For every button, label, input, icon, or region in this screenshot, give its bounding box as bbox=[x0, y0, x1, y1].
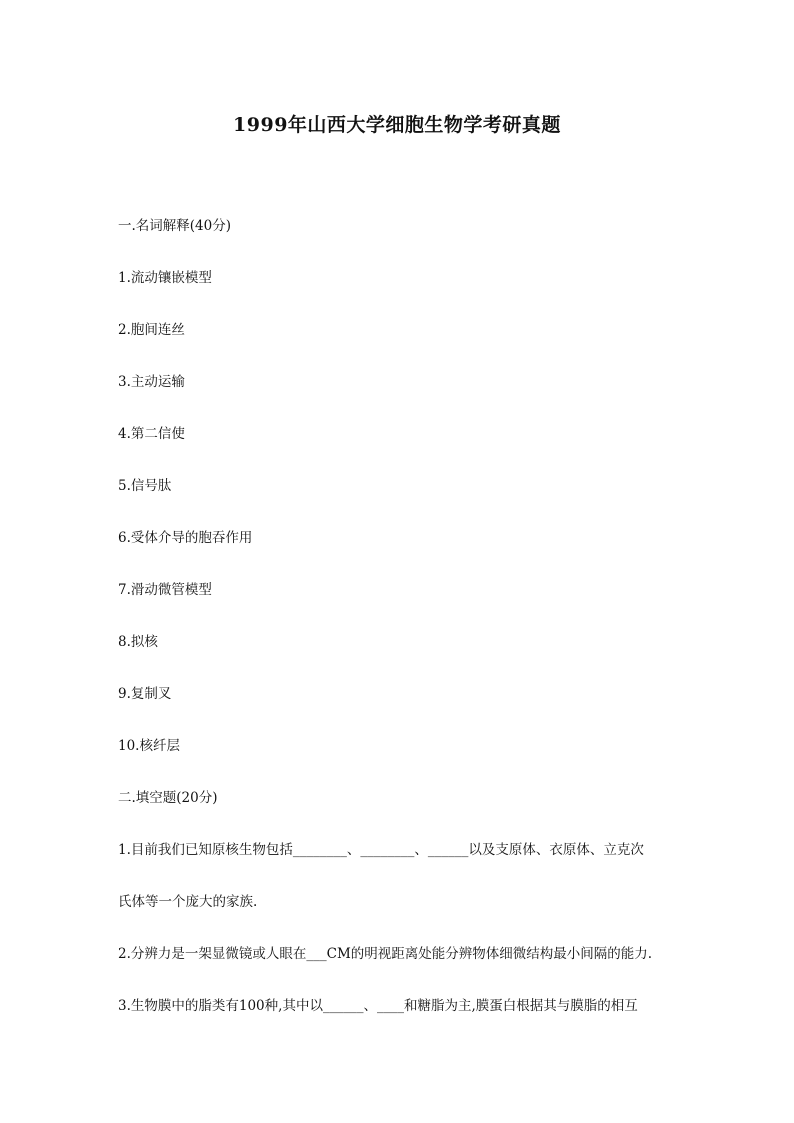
section-heading-fill-blank: 二.填空题(20分) bbox=[118, 790, 218, 806]
question-item: 10.核纤层 bbox=[118, 738, 180, 754]
question-item: 7.滑动微管模型 bbox=[118, 582, 212, 598]
section-heading-terms: 一.名词解释(40分) bbox=[118, 218, 232, 234]
fill-blank-item-continued: 氏体等一个庞大的家族. bbox=[118, 894, 258, 910]
question-item: 6.受体介导的胞吞作用 bbox=[118, 530, 253, 546]
question-item: 1.流动镶嵌模型 bbox=[118, 270, 212, 286]
fill-blank-item: 2.分辨力是一架显微镜或人眼在___CM的明视距离处能分辨物体细微结构最小间隔的能力. bbox=[118, 946, 653, 962]
fill-blank-item: 1.目前我们已知原核生物包括________、________、______以及支原体、衣原体、立克次 bbox=[118, 842, 644, 858]
question-item: 2.胞间连丝 bbox=[118, 322, 185, 338]
question-item: 9.复制叉 bbox=[118, 686, 172, 702]
question-item: 5.信号肽 bbox=[118, 478, 172, 494]
page-title: 1999年山西大学细胞生物学考研真题 bbox=[233, 114, 561, 136]
fill-blank-item: 3.生物膜中的脂类有100种,其中以______、____和糖脂为主,膜蛋白根据其与膜脂的相互 bbox=[118, 998, 638, 1014]
question-item: 3.主动运输 bbox=[118, 374, 185, 390]
question-item: 4.第二信使 bbox=[118, 426, 185, 442]
question-item: 8.拟核 bbox=[118, 634, 158, 650]
